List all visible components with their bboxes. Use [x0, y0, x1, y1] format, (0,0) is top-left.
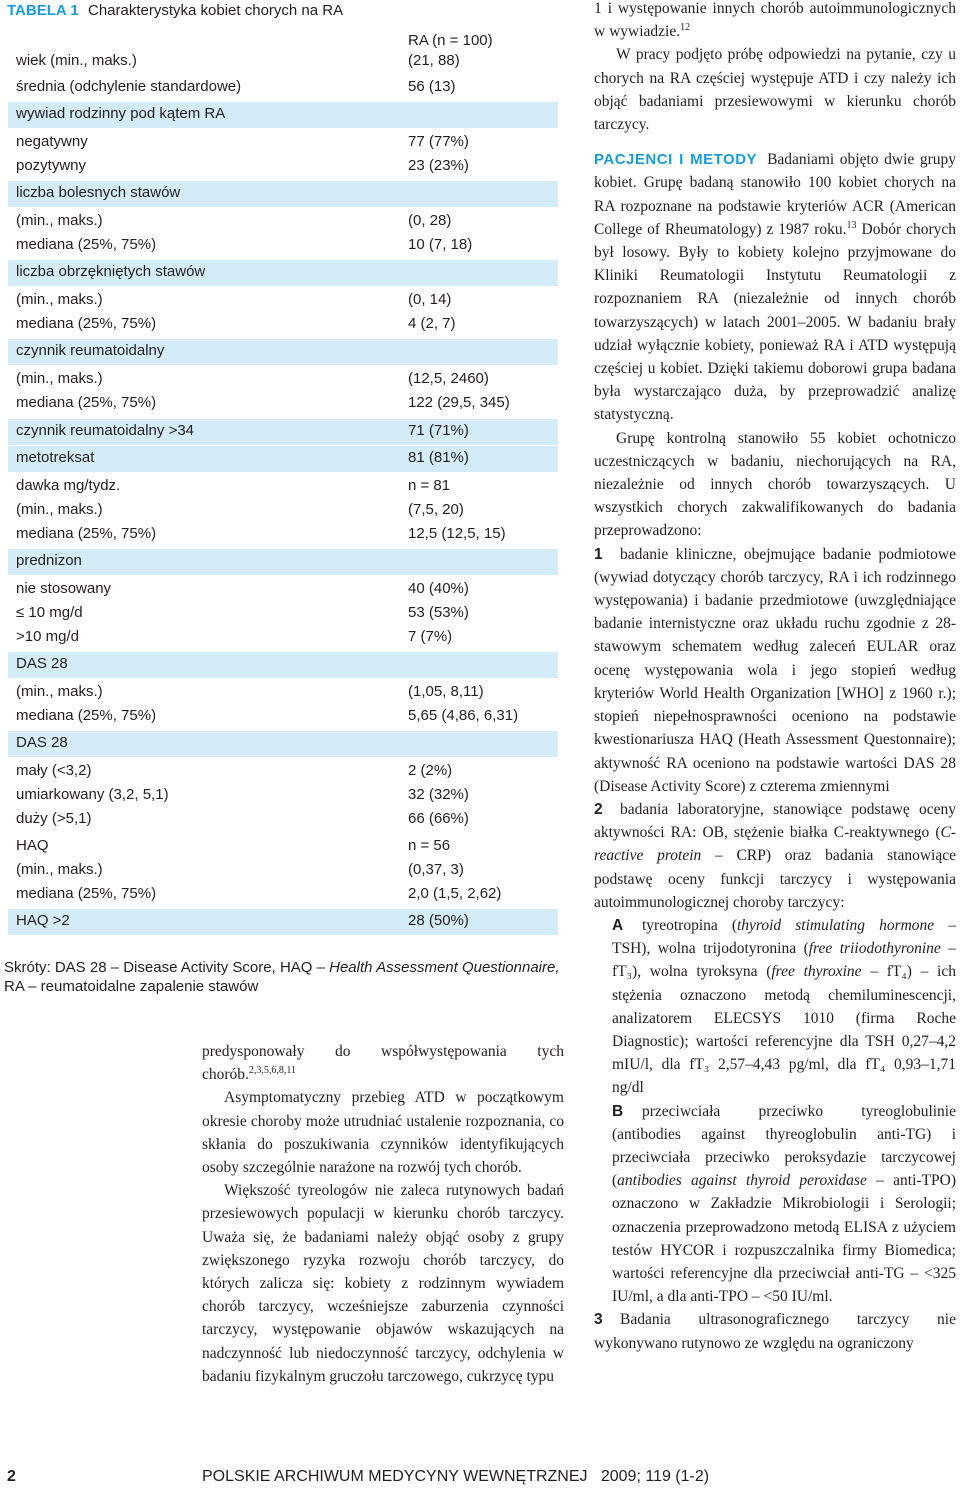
table-cell-label: mediana (25%, 75%) [16, 236, 157, 253]
list-number: 1 [594, 545, 603, 563]
table-cell-label: mediana (25%, 75%) [16, 707, 157, 724]
table-row [8, 209, 558, 231]
table-cell-value: 5,65 (4,86, 6,31) [408, 707, 519, 724]
section-heading: PACJENCI I METODY [594, 151, 758, 169]
table-label: TABELA 1 [7, 2, 79, 19]
table-cell-label: (min., maks.) [16, 212, 103, 229]
table-row [8, 181, 558, 207]
table-cell-label: (min., maks.) [16, 370, 103, 387]
sub-list-letter: B [612, 1102, 624, 1120]
paragraph: Asymptomatyczny przebieg ATD w początkowym okresie choroby może utrudniać ustalenie rozpoznania, co skłania do poszukiwania czynników identyfikujących osoby szczególnie narażone na rozwój tych chorób. [202, 1089, 564, 1177]
table-row [8, 391, 558, 413]
table-cell-value: 10 (7, 18) [408, 236, 473, 253]
citation: 13 [846, 219, 857, 231]
table-cell-label: metotreksat [16, 449, 95, 466]
table-cell-value: 23 (23%) [408, 157, 469, 174]
journal-footer: POLSKIE ARCHIWUM MEDYCYNY WEWNĘTRZNEJ 2009; 119 (1-2) [202, 1468, 710, 1485]
table-cell-value: 122 (29,5, 345) [408, 394, 510, 411]
table-row [8, 75, 558, 97]
paragraph: predysponowały do współwystępowania tych chorób.$^{2,3,5,6,8,11}$ [202, 1043, 564, 1084]
table-cell-label: umiarkowany (3,2, 5,1) [16, 786, 169, 803]
table-cell-label: ≤ 10 mg/d [16, 604, 83, 621]
table-cell-label: duży (>5,1) [16, 810, 92, 827]
table-row [8, 577, 558, 599]
table-cell-value: 53 (53%) [408, 604, 469, 621]
list-number: 3 [594, 1311, 603, 1329]
paragraph: Grupę kontrolną stanowiło 55 kobiet ochotniczo uczestniczących w badaniu, niechorujących na RA, niezależnie od innych chorób towarzyszących. U wszystkich chorych zakwalifikowanych do badania przeprowadzono: [594, 429, 956, 540]
table-row [8, 154, 558, 176]
table-cell-value: 4 (2, 7) [408, 315, 456, 332]
list-item: 1 badanie kliniczne, obejmujące badanie podmiotowe (wywiad dotyczący chorób tarczycy, RA i ich rodzinnego występowania) i badanie przedmiotowe (uwzględniające badanie internistyczne oraz układu ruchu zgodnie z 28-stawowym schematem według zaleceń EULAR oraz ocenę występowania wola i jego stopień według kryteriów World Health Organization [WHO] z 1960 r.); stopień niepełnosprawności oceniono na podstawie kwestionariusza HAQ (Heath Assessment Questonnaire); aktywność RA oceniono na podstawie wartości DAS 28 (Disease Activity Score) z czterema zmiennymi [594, 543, 956, 798]
table-row [8, 909, 558, 935]
paragraph: PACJENCI I METODY Badaniami objęto dwie grupy kobiet. Grupę badaną stanowiło 100 kobiet chorych na RA rozpoznane na podstawie kryteriów ACR (American College of Rheumatology) z 1987 roku.$^{13}$ Dobór chorych był losowy. Były to kobiety kolejno przyjmowane do Kliniki Reumatologii Instytutu Reumatologii z rozpoznaniem RA (niezależnie od innych chorób towarzyszących) w latach 2001–2005. W badaniu brały udział wyłącznie kobiety, ponieważ RA i ATD występują częściej u kobiet. Dzięki takiemu doborowi grupa badana była wystarczająco duża, by przeprowadzić analizę statystyczną. [594, 151, 957, 424]
paragraph: 1 i występowanie innych chorób autoimmunologicznych w wywiadzie.$^{12}$ [594, 0, 956, 41]
table-row [8, 625, 558, 647]
table-cell-label: >10 mg/d [16, 628, 79, 645]
table-cell-label: mały (<3,2) [16, 762, 92, 779]
table-cell-value: n = 56 [408, 837, 451, 854]
list-number: 2 [594, 800, 603, 818]
table-cell-label: pozytywny [16, 157, 87, 174]
table-cell-label: prednizon [16, 552, 82, 569]
table-cell-value: (0, 28) [408, 212, 452, 229]
table-row [8, 549, 558, 575]
table-cell-value: (21, 88) [408, 52, 460, 69]
table-cell-label: (min., maks.) [16, 291, 103, 308]
table-row [8, 731, 558, 757]
citation: 12 [680, 22, 691, 34]
table-cell-label: liczba bolesnych stawów [16, 184, 181, 201]
table-title: Charakterystyka kobiet chorych na RA [88, 2, 344, 19]
table-row [8, 759, 558, 781]
table-row [8, 834, 558, 856]
table-cell-value: (0, 14) [408, 291, 452, 308]
right-text-column [594, 0, 956, 1355]
table-cell-value: 56 (13) [408, 78, 456, 95]
table-row [8, 446, 558, 472]
table-cell-label: średnia (odchylenie standardowe) [16, 78, 242, 95]
table-cell-label: mediana (25%, 75%) [16, 525, 157, 542]
table-cell-value: 40 (40%) [408, 580, 469, 597]
table-row [8, 49, 558, 71]
table-cell-label: negatywny [16, 133, 88, 150]
footnote-italic: Health Assessment Questionnaire, [329, 959, 560, 976]
table-row [8, 522, 558, 544]
table-cell-value: 28 (50%) [408, 912, 469, 929]
table-row [8, 882, 558, 904]
table-cell-value: 77 (77%) [408, 133, 469, 150]
table-cell-value: 2,0 (1,5, 2,62) [408, 885, 502, 902]
table-cell-value: (7,5, 20) [408, 501, 464, 518]
table-cell-label: liczba obrzękniętych stawów [16, 263, 206, 280]
table-cell-label: czynnik reumatoidalny >34 [16, 422, 195, 439]
table-cell-label: czynnik reumatoidalny [16, 342, 165, 359]
table-cell-label: mediana (25%, 75%) [16, 394, 157, 411]
table-cell-label: (min., maks.) [16, 683, 103, 700]
table-cell-value: 12,5 (12,5, 15) [408, 525, 506, 542]
table-row [8, 601, 558, 623]
table-row [8, 367, 558, 389]
table-row [8, 652, 558, 678]
citation: 2,3,5,6,8,11 [248, 1065, 297, 1077]
table-cell-label: (min., maks.) [16, 501, 103, 518]
table-cell-value: 7 (7%) [408, 628, 453, 645]
table-cell-value: 81 (81%) [408, 449, 469, 466]
middle-text-column [202, 1040, 564, 1388]
table-cell-label: wywiad rodzinny pod kątem RA [16, 105, 226, 122]
paragraph: Większość tyreologów nie zaleca rutynowych badań przesiewowych populacji w kierunku chorób tarczycy. Uważa się, że badaniami należy objąć osoby z grupy zwiększonego ryzyka rozwoju chorób tarczycy, do których zalicza się: kobiety z rodzinnym wywiadem chorób tarczycy, wcześniejsze zaburzenia czynności tarczycy, występowanie objawów wskazujących na nadczynność lub niedoczynność tarczycy, odchylenia w badaniu fizykalnym gruczołu tarczowego, cukrzycę typu [202, 1182, 564, 1385]
table-row [8, 783, 558, 805]
table-row [8, 260, 558, 286]
table-cell-value: (0,37, 3) [408, 861, 464, 878]
table-cell-label: mediana (25%, 75%) [16, 885, 157, 902]
table-cell-value: (1,05, 8,11) [408, 683, 484, 700]
table-cell-label: DAS 28 [16, 655, 68, 672]
table-row [8, 474, 558, 496]
table-cell-label: HAQ [16, 837, 49, 854]
table-row [8, 704, 558, 726]
table-cell-label: nie stosowany [16, 580, 112, 597]
sub-list-letter: A [612, 916, 624, 934]
table-cell-label: mediana (25%, 75%) [16, 315, 157, 332]
table-cell-value: (12,5, 2460) [408, 370, 489, 387]
table-row [8, 807, 558, 829]
table-column-header: RA (n = 100) [408, 32, 493, 49]
table-row [8, 498, 558, 520]
table-row [8, 130, 558, 152]
table-cell-label: wiek (min., maks.) [16, 52, 137, 69]
table-caption [0, 0, 560, 28]
table-cell-value: 71 (71%) [408, 422, 469, 439]
table-cell-label: (min., maks.) [16, 861, 103, 878]
table-row [8, 858, 558, 880]
table-row [8, 419, 558, 445]
table-row [8, 339, 558, 365]
list-item: 3 Badania ultrasonograficznego tarczycy nie wykonywano rutynowo ze względu na ograniczony [594, 1308, 956, 1354]
table-cell-label: dawka mg/tydz. [16, 477, 121, 494]
table-row [8, 102, 558, 128]
table-cell-value: 66 (66%) [408, 810, 469, 827]
table-cell-label: DAS 28 [16, 734, 68, 751]
page-number: 2 [7, 1468, 16, 1485]
table-row [8, 312, 558, 334]
paragraph: W pracy podjęto próbę odpowiedzi na pytanie, czy u chorych na RA częściej występuje ATD i czy należy ich objąć badaniami przesiewowymi w kierunku chorób tarczycy. [594, 46, 956, 134]
table-cell-value: 2 (2%) [408, 762, 453, 779]
sub-list-item: A tyreotropina (thyroid stimulating hormone – TSH), wolna trijodotyronina (free triiodothyronine – fT₃), wolna tyroksyna (free thyroxine – fT₄) – ich stężenia oznaczono metodą chemiluminescencji, analizatorem ELECSYS 1010 (firma Roche Diagnostic); wartości referencyjne dla TSH 0,27–4,2 mIU/l, dla fT₃ 2,57–4,43 pg/ml, dla fT₄ 0,93–1,71 ng/dl [594, 914, 956, 1100]
footnote-text: Skróty: DAS 28 – Disease Activity Score, HAQ – [4, 959, 330, 976]
table-cell-value: 32 (32%) [408, 786, 469, 803]
list-item: 2 badania laboratoryjne, stanowiące podstawę oceny aktywności RA: OB, stężenie białka C-reaktywnego (C-reactive protein – CRP) oraz badania stanowiące podstawę oceny funkcji tarczycy i występowania autoimmunologicznej choroby tarczycy: [594, 798, 956, 914]
footnote-text-end: RA – reumatoidalne zapalenie stawów [4, 978, 259, 995]
sub-list-item: B przeciwciała przeciwko tyreoglobulinie (antibodies against thyreoglobulin anti-TG) i przeciwciała przeciwko peroksydazie tarczycowej (antibodies against thyroid peroxidase – anti-TPO) oznaczono w Zakładzie Mikrobiologii i Serologii; oznaczenia przeprowadzono metodą ELISA z użyciem testów HYCOR i rozpuszczalnika firmy Biomedica; wartości referencyjne dla przeciwciał anti-TG – <325 IU/ml, a dla anti-TPO – <50 IU/ml. [594, 1100, 956, 1309]
table-cell-label: HAQ >2 [16, 912, 70, 929]
table-row [8, 233, 558, 255]
table-cell-value: n = 81 [408, 477, 451, 494]
table-row [8, 680, 558, 702]
table-row [8, 288, 558, 310]
table-footnote [4, 958, 564, 996]
